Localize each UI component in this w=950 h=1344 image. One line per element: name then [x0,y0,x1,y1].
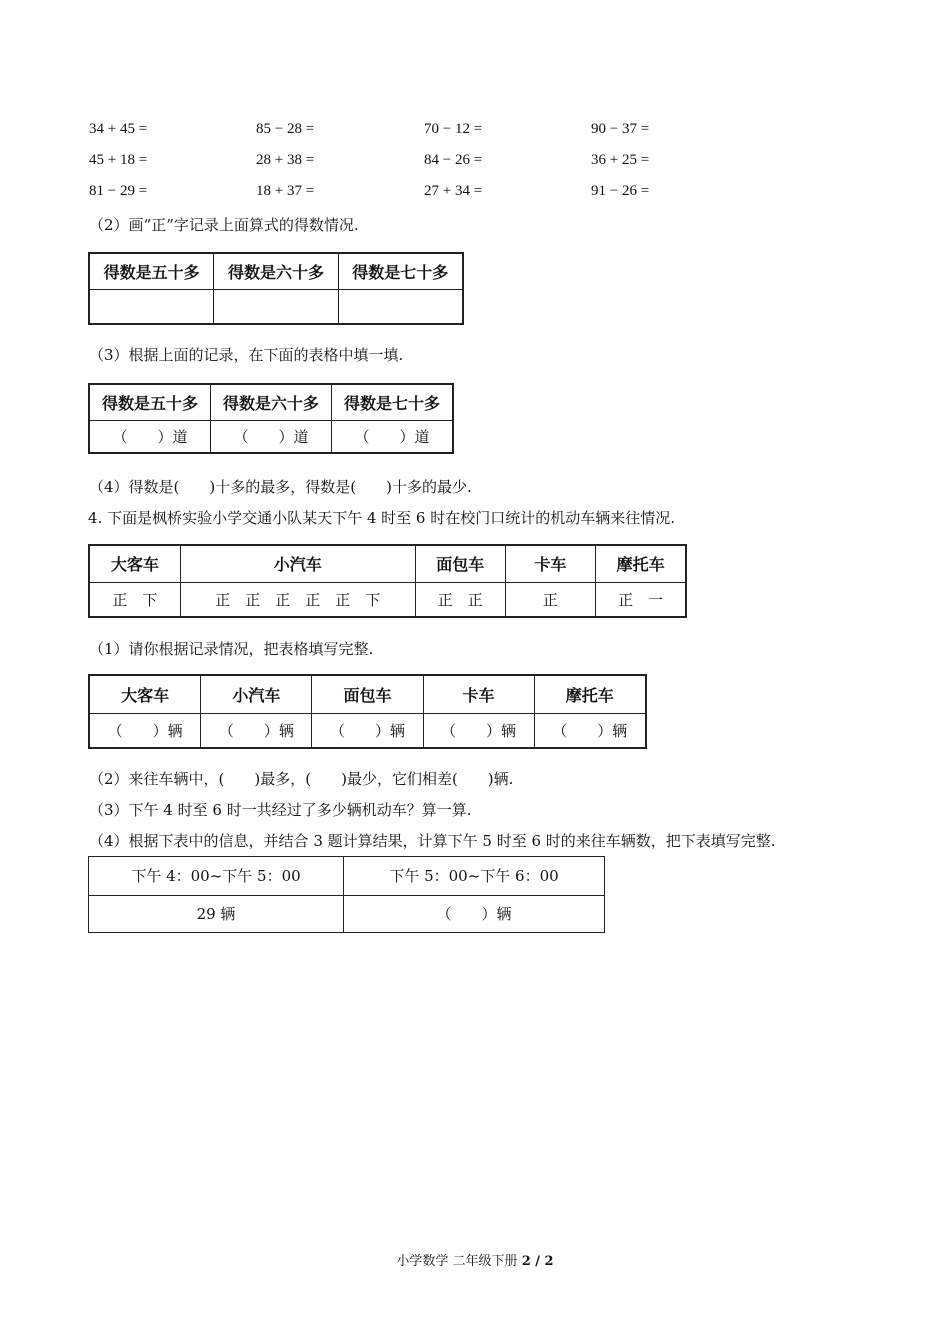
p4-question-1-text: （1）请你根据记录情况，把表格填写完整. [89,640,374,658]
table-header: 下午 5：00~下午 6：00 [344,857,605,896]
equation: 18 + 37 = [256,183,315,199]
vehicle-tally-table [88,544,687,618]
equation: 27 + 34 = [424,183,483,199]
question-3-text: （3）根据上面的记录，在下面的表格中填一填. [89,346,404,364]
table-header: 得数是七十多 [338,253,463,289]
equation: 91 − 26 = [591,183,650,199]
equation: 36 + 25 = [591,152,650,168]
answer-cell[interactable]: （ ）辆 [344,895,605,933]
answer-cell[interactable]: （ ）辆 [423,713,534,748]
table-header: 大客车 [89,675,201,713]
tally-cell: 正 下 [89,582,180,617]
tally-cell: 正 正 正 正 正 下 [180,582,415,617]
p4-question-2-text: （2）来往车辆中，( )最多，( )最少，它们相差( )辆. [89,770,514,788]
answer-cell[interactable]: （ ）道 [211,420,332,453]
equation: 81 − 29 = [89,183,148,199]
table-header: 得数是五十多 [89,384,211,420]
equation: 90 − 37 = [591,121,650,137]
question-2-text: （2）画“正”字记录上面算式的得数情况. [89,216,359,234]
table-header: 得数是七十多 [331,384,453,420]
question-4-text: （4）得数是( )十多的最多，得数是( )十多的最少. [89,478,472,496]
equation: 84 − 26 = [424,152,483,168]
count-table-answers [88,383,454,454]
table-header: 小汽车 [180,545,415,582]
value-cell: 29 辆 [89,895,344,933]
page-number: 2 / 2 [521,1254,554,1269]
tally-input-cell[interactable] [89,289,214,324]
p4-question-3-text: （3）下午 4 时至 6 时一共经过了多少辆机动车？算一算. [89,801,472,819]
table-header: 得数是六十多 [214,253,338,289]
equation: 70 − 12 = [424,121,483,137]
tally-input-cell[interactable] [338,289,463,324]
table-header: 卡车 [423,675,534,713]
answer-cell[interactable]: （ ）辆 [201,713,312,748]
answer-cell[interactable]: （ ）辆 [534,713,646,748]
footer-subject: 小学数学 二年级下册 [396,1254,522,1269]
equation: 28 + 38 = [256,152,315,168]
tally-cell: 正 一 [596,582,686,617]
answer-cell[interactable]: （ ）辆 [312,713,423,748]
answer-cell[interactable]: （ ）道 [331,420,453,453]
equation: 85 − 28 = [256,121,315,137]
table-header: 面包车 [312,675,423,713]
table-header: 小汽车 [201,675,312,713]
table-header: 摩托车 [534,675,646,713]
hourly-traffic-table [88,856,605,933]
table-header: 下午 4：00~下午 5：00 [89,857,344,896]
table-header: 得数是五十多 [89,253,214,289]
equation: 34 + 45 = [89,121,148,137]
table-header: 面包车 [415,545,505,582]
page-footer [0,1250,950,1269]
tally-cell: 正 [505,582,596,617]
table-header: 得数是六十多 [211,384,332,420]
tally-input-cell[interactable] [214,289,338,324]
answer-cell[interactable]: （ ）辆 [89,713,201,748]
table-header: 摩托车 [596,545,686,582]
table-header: 卡车 [505,545,596,582]
p4-question-4-text: （4）根据下表中的信息，并结合 3 题计算结果，计算下午 5 时至 6 时的来往车辆数，把下表填写完整. [89,832,776,850]
tally-table-answers [88,252,464,325]
problem-4-text: 4. 下面是枫桥实验小学交通小队某天下午 4 时至 6 时在校门口统计的机动车辆来往情况. [88,509,676,527]
tally-cell: 正 正 [415,582,505,617]
vehicle-count-table [88,674,647,749]
table-header: 大客车 [89,545,180,582]
equation: 45 + 18 = [89,152,148,168]
answer-cell[interactable]: （ ）道 [89,420,211,453]
